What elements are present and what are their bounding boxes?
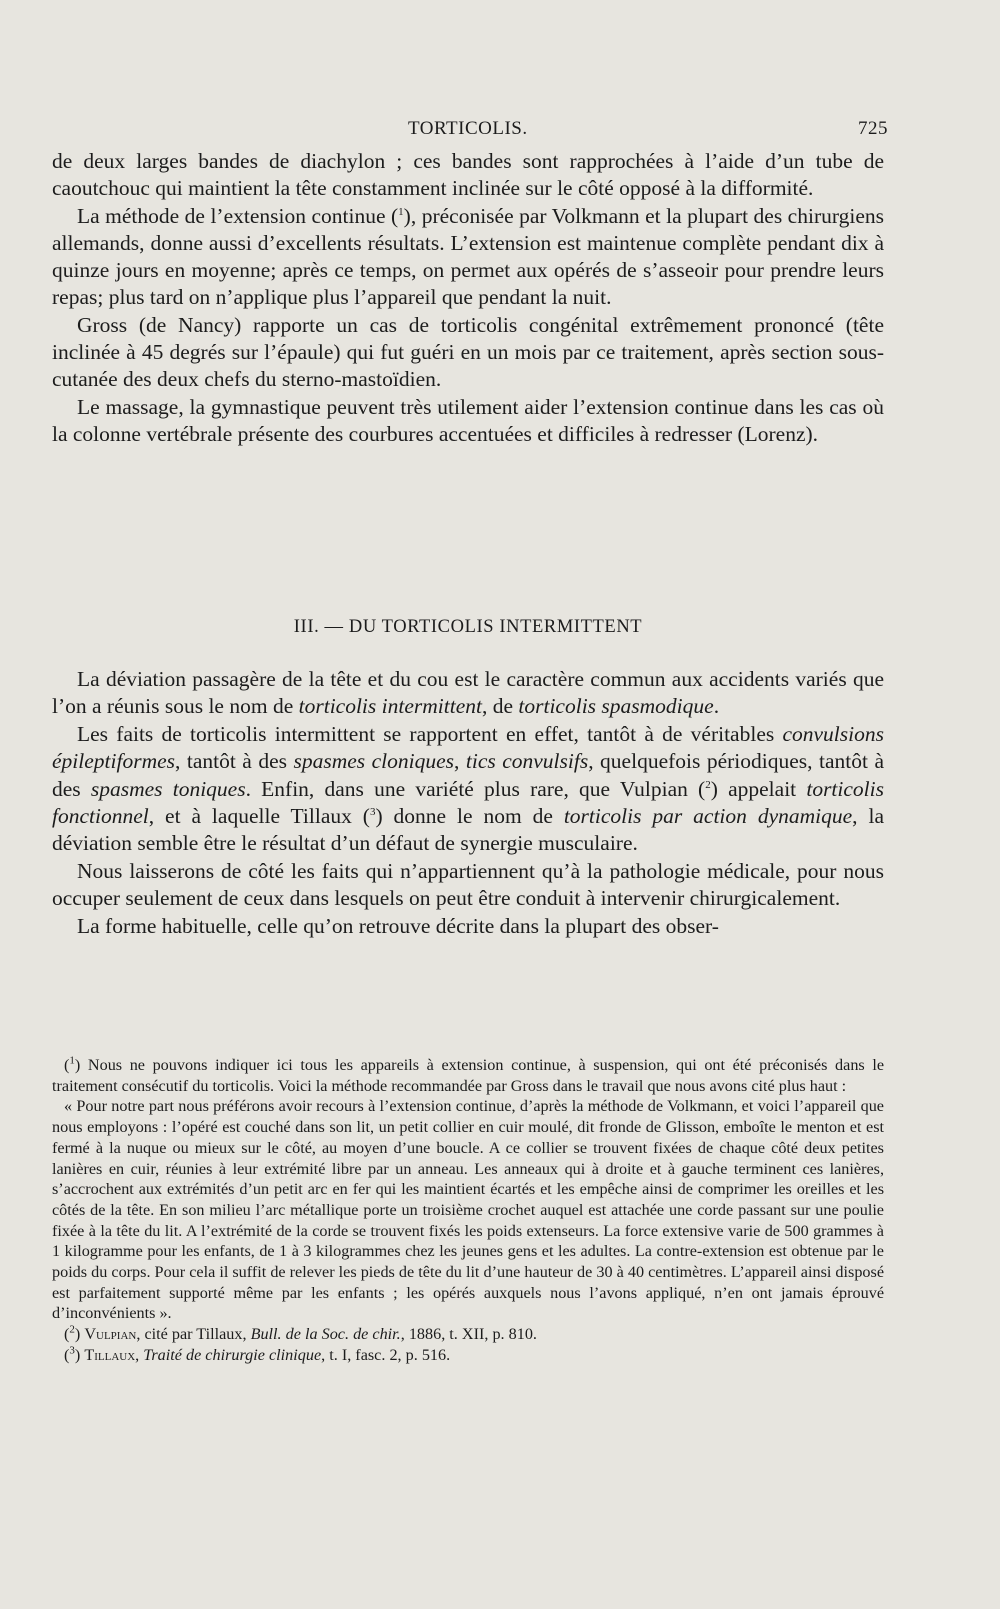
- main-text-top: [52, 148, 884, 448]
- paragraph: La forme habituelle, celle qu’on retrouve décrite dans la plupart des obser-: [77, 913, 719, 938]
- page-number: 725: [858, 118, 888, 139]
- footnote-1-quote: « Pour notre part nous préférons avoir recours à l’extension continue, d’après la méthode de Volkmann, et voici l’appareil que nous employons : l’opéré est couché dans son lit, un petit collier en cuir moulé, dit fronde de Glisson, emboîte le menton et est fermé à la nuque ou mieux sur le côté, au moyen d’une boucle. A ce collier se trouvent fixées de chaque côté deux petites lanières en cuir, réunies à leur extrémité libre par un anneau. Les anneaux qui à droite et à gauche terminent ces lanières, s’accrochent aux extrémités d’un petit arc en fer qui les maintient écartés et les empêche ainsi de comprimer les oreilles et les côtés de la tête. En son milieu l’arc métallique porte un troisième crochet auquel est attachée une corde passant sur une poulie fixée à la tête du lit. A l’extrémité de la corde se trouvent fixés les poids extenseurs. La force extensive varie de 500 grammes à 1 kilogramme pour les enfants, de 1 à 3 kilogrammes chez les jeunes gens et les adultes. La contre-extension est obtenue par le poids du corps. Pour cela il suffit de relever les pieds de tête du lit d’une hauteur de 30 à 40 centimètres. L’appareil ainsi disposé est parfaitement supporté même par les enfants ; les opérés auxquels nous l’avons appliqué, n’en ont jamais éprouvé d’inconvénients ».: [52, 1097, 884, 1323]
- paragraph: La déviation passagère de la tête et du cou est le caractère commun aux accidents variés que l’on a réunis sous le nom de torticolis intermittent, de torticolis spasmodique.: [52, 667, 884, 719]
- paragraph: Gross (de Nancy) rapporte un cas de torticolis congénital extrêmement prononcé (tête inclinée à 45 degrés sur l’épaule) qui fut guéri en un mois par ce traitement, après section sous-cutanée des deux chefs du sterno-mastoïdien.: [52, 312, 884, 392]
- paragraph: de deux larges bandes de diachylon ; ces bandes sont rapprochées à l’aide d’un tube de caoutchouc qui maintient la tête constamment inclinée sur le côté opposé à la difformité.: [52, 149, 884, 201]
- section-heading: III. — DU TORTICOLIS INTERMITTENT: [293, 617, 643, 637]
- footnotes: [52, 1055, 884, 1366]
- footnote-3: ($^3$) Tillaux, Traité de chirurgie clinique, t. I, fasc. 2, p. 516.: [64, 1344, 451, 1364]
- footnote-1: ($^1$) Nous ne pouvons indiquer ici tous les appareils à extension continue, à suspension, qui ont été préconisés dans le traitement consécutif du torticolis. Voici la méthode recommandée par Gross dans le travail que nous avons cité plus haut :: [52, 1054, 885, 1095]
- main-text-section: [52, 666, 884, 940]
- running-title: TORTICOLIS.: [408, 118, 528, 139]
- paragraph: Les faits de torticolis intermittent se rapportent en effet, tantôt à de véritables convulsions épileptiformes, tantôt à des spasmes cloniques, tics convulsifs, quelquefois périodiques, tantôt à des spasmes toniques. Enfin, dans une variété plus rare, que Vulpian ($^2$) appelait torticolis fonctionnel, et à laquelle Tillaux ($^3$) donne le nom de torticolis par action dynamique, la déviation semble être le résultat d’un défaut de synergie musculaire.: [52, 721, 884, 856]
- paragraph: Nous laisserons de côté les faits qui n’appartiennent qu’à la pathologie médicale, pour nous occuper seulement de ceux dans lesquels on peut être conduit à intervenir chirurgicalement.: [52, 858, 884, 911]
- footnote-ref: 1: [398, 205, 404, 218]
- paragraph: La méthode de l’extension continue ($^1$), préconisée par Volkmann et la plupart des chirurgiens allemands, donne aussi d’excellents résultats. L’extension est maintenue complète pendant dix à quinze jours en moyenne; après ce temps, on permet aux opérés de s’asseoir pour prendre leurs repas; plus tard on n’applique plus l’appareil que pendant la nuit.: [52, 203, 885, 310]
- paragraph: Le massage, la gymnastique peuvent très utilement aider l’extension continue dans les cas où la colonne vertébrale présente des courbures accentuées et difficiles à redresser (Lorenz).: [52, 394, 884, 446]
- footnote-ref: 3: [369, 805, 376, 818]
- footnote-ref: 2: [705, 778, 711, 791]
- footnote-2: ($^2$) Vulpian, cité par Tillaux, Bull. de la Soc. de chir., 1886, t. XII, p. 810.: [64, 1323, 537, 1344]
